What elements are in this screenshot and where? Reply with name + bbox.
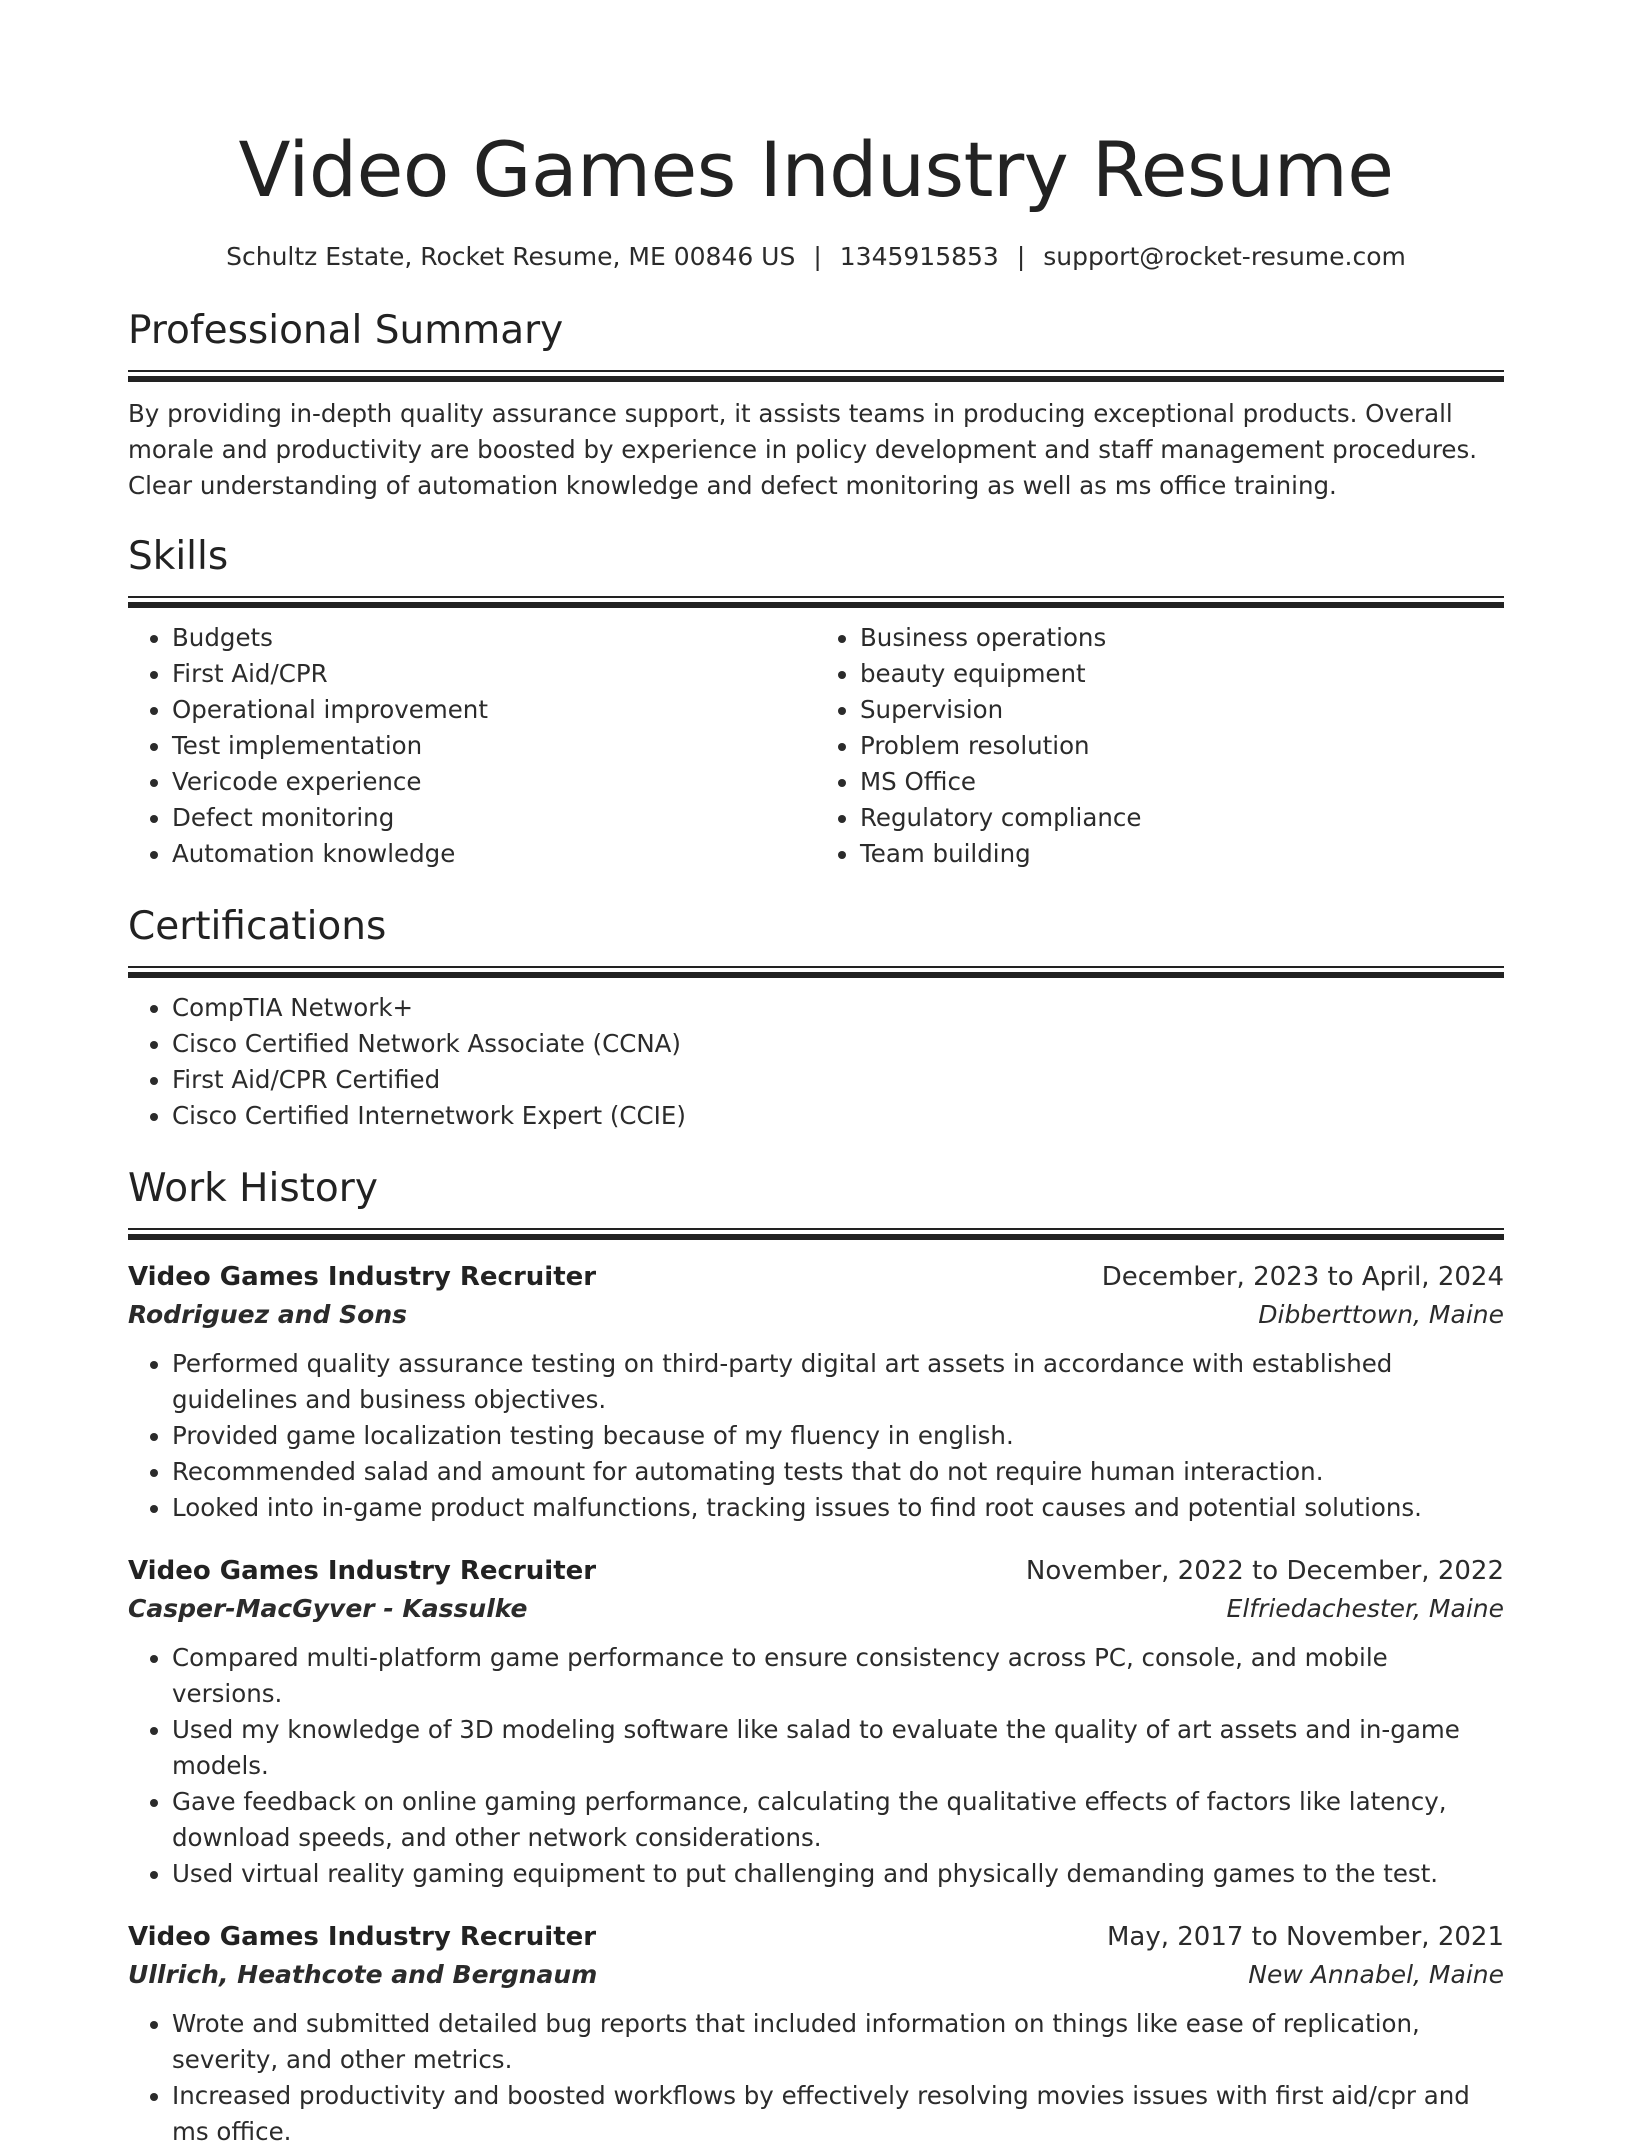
- contact-line: [128, 240, 1504, 274]
- skill-item: • Business operations: [860, 620, 1504, 656]
- certifications-list: [128, 990, 1504, 1134]
- job-company: Ullrich, Heathcote and Bergnaum: [128, 1960, 598, 1989]
- job-bullet: • Used virtual reality gaming equipment to put challenging and physically demanding games to the test.: [172, 1856, 1504, 1892]
- job-bullet: • Recommended salad and amount for automating tests that do not require human interaction.: [172, 1454, 1504, 1490]
- job-title: Video Games Industry Recruiter: [128, 1922, 597, 1952]
- job-bullet: • Increased productivity and boosted workflows by effectively resolving movies issues with first aid/cpr and ms office.: [172, 2078, 1504, 2150]
- section-divider: [128, 370, 1504, 382]
- section-divider: [128, 596, 1504, 608]
- skill-item: • Budgets: [172, 620, 816, 656]
- job-bullet: • Wrote and submitted detailed bug reports that included information on things like ease of replication, severity, and other metrics.: [172, 2006, 1504, 2078]
- resume-title: Video Games Industry Resume: [238, 125, 1394, 214]
- job-entry: [128, 1258, 1504, 1526]
- certifications-section: [128, 902, 1504, 1134]
- section-heading: Professional Summary: [128, 308, 564, 353]
- job-subheader-row: [128, 1590, 1504, 1628]
- job-bullet: • Provided game localization testing because of my fluency in english.: [172, 1418, 1504, 1454]
- contact-phone: 1345915853: [839, 242, 999, 271]
- job-location: Elfriedachester, Maine: [1226, 1594, 1504, 1623]
- skill-item: • Team building: [860, 836, 1504, 872]
- job-company: Casper-MacGyver - Kassulke: [128, 1594, 528, 1623]
- section-divider: [128, 966, 1504, 978]
- skill-item: • Regulatory compliance: [860, 800, 1504, 836]
- skills-grid: [128, 620, 1504, 872]
- skills-list-left: [128, 620, 816, 872]
- job-entry: [128, 1552, 1504, 1892]
- job-dates: May, 2017 to November, 2021: [1106, 1922, 1504, 1952]
- skill-item: • First Aid/CPR: [172, 656, 816, 692]
- job-location: New Annabel, Maine: [1248, 1960, 1504, 1989]
- job-header-row: [128, 1552, 1504, 1590]
- section-heading: Work History: [128, 1166, 378, 1211]
- contact-separator: |: [1016, 242, 1026, 271]
- job-bullet: • Gave feedback on online gaming performance, calculating the qualitative effects of factors like latency, download speeds, and other network considerations.: [172, 1784, 1504, 1856]
- certification-item: • Cisco Certified Internetwork Expert (CCIE): [172, 1098, 1504, 1134]
- summary-text: By providing in-depth quality assurance support, it assists teams in producing exceptional products. Overall morale and productivity are boosted by experience in policy development and staff management procedures. Clear understanding of automation knowledge and defect monitoring as well as ms office training.: [128, 399, 1478, 500]
- job-bullet: • Used my knowledge of 3D modeling software like salad to evaluate the quality of art assets and in-game models.: [172, 1712, 1504, 1784]
- skill-item: • beauty equipment: [860, 656, 1504, 692]
- job-subheader-row: [128, 1956, 1504, 1994]
- summary-section: [128, 306, 1504, 504]
- skill-item: • Vericode experience: [172, 764, 816, 800]
- section-heading: Certifications: [128, 904, 387, 949]
- job-entry: [128, 1918, 1504, 2150]
- job-dates: December, 2023 to April, 2024: [1101, 1262, 1504, 1292]
- job-company: Rodriguez and Sons: [128, 1300, 408, 1329]
- job-dates: November, 2022 to December, 2022: [1025, 1556, 1504, 1586]
- job-bullet: • Compared multi-platform game performance to ensure consistency across PC, console, and mobile versions.: [172, 1640, 1504, 1712]
- contact-email: support@rocket-resume.com: [1043, 242, 1406, 271]
- job-title: Video Games Industry Recruiter: [128, 1262, 597, 1292]
- contact-separator: |: [813, 242, 822, 271]
- certification-item: • First Aid/CPR Certified: [172, 1062, 1504, 1098]
- job-bullet: • Looked into in-game product malfunctions, tracking issues to find root causes and potential solutions.: [172, 1490, 1504, 1526]
- job-bullets: [128, 2006, 1504, 2150]
- job-subheader-row: [128, 1296, 1504, 1334]
- job-bullets: [128, 1640, 1504, 1892]
- job-header-row: [128, 1918, 1504, 1956]
- skills-list-right: [816, 620, 1504, 872]
- job-header-row: [128, 1258, 1504, 1296]
- section-heading: Skills: [128, 534, 229, 579]
- section-divider: [128, 1228, 1504, 1240]
- skill-item: • Test implementation: [172, 728, 816, 764]
- skills-section: [128, 532, 1504, 872]
- certification-item: • CompTIA Network+: [172, 990, 1504, 1026]
- job-bullets: [128, 1346, 1504, 1526]
- job-location: Dibberttown, Maine: [1258, 1300, 1504, 1329]
- certification-item: • Cisco Certified Network Associate (CCNA): [172, 1026, 1504, 1062]
- skill-item: • Problem resolution: [860, 728, 1504, 764]
- skill-item: • Defect monitoring: [172, 800, 816, 836]
- skill-item: • MS Office: [860, 764, 1504, 800]
- skill-item: • Operational improvement: [172, 692, 816, 728]
- contact-address: Schultz Estate, Rocket Resume, ME 00846 US: [226, 242, 796, 271]
- job-bullet: • Performed quality assurance testing on third-party digital art assets in accordance with established guidelines and business objectives.: [172, 1346, 1504, 1418]
- skill-item: • Supervision: [860, 692, 1504, 728]
- job-title: Video Games Industry Recruiter: [128, 1556, 597, 1586]
- skill-item: • Automation knowledge: [172, 836, 816, 872]
- work-history-section: [128, 1164, 1504, 2150]
